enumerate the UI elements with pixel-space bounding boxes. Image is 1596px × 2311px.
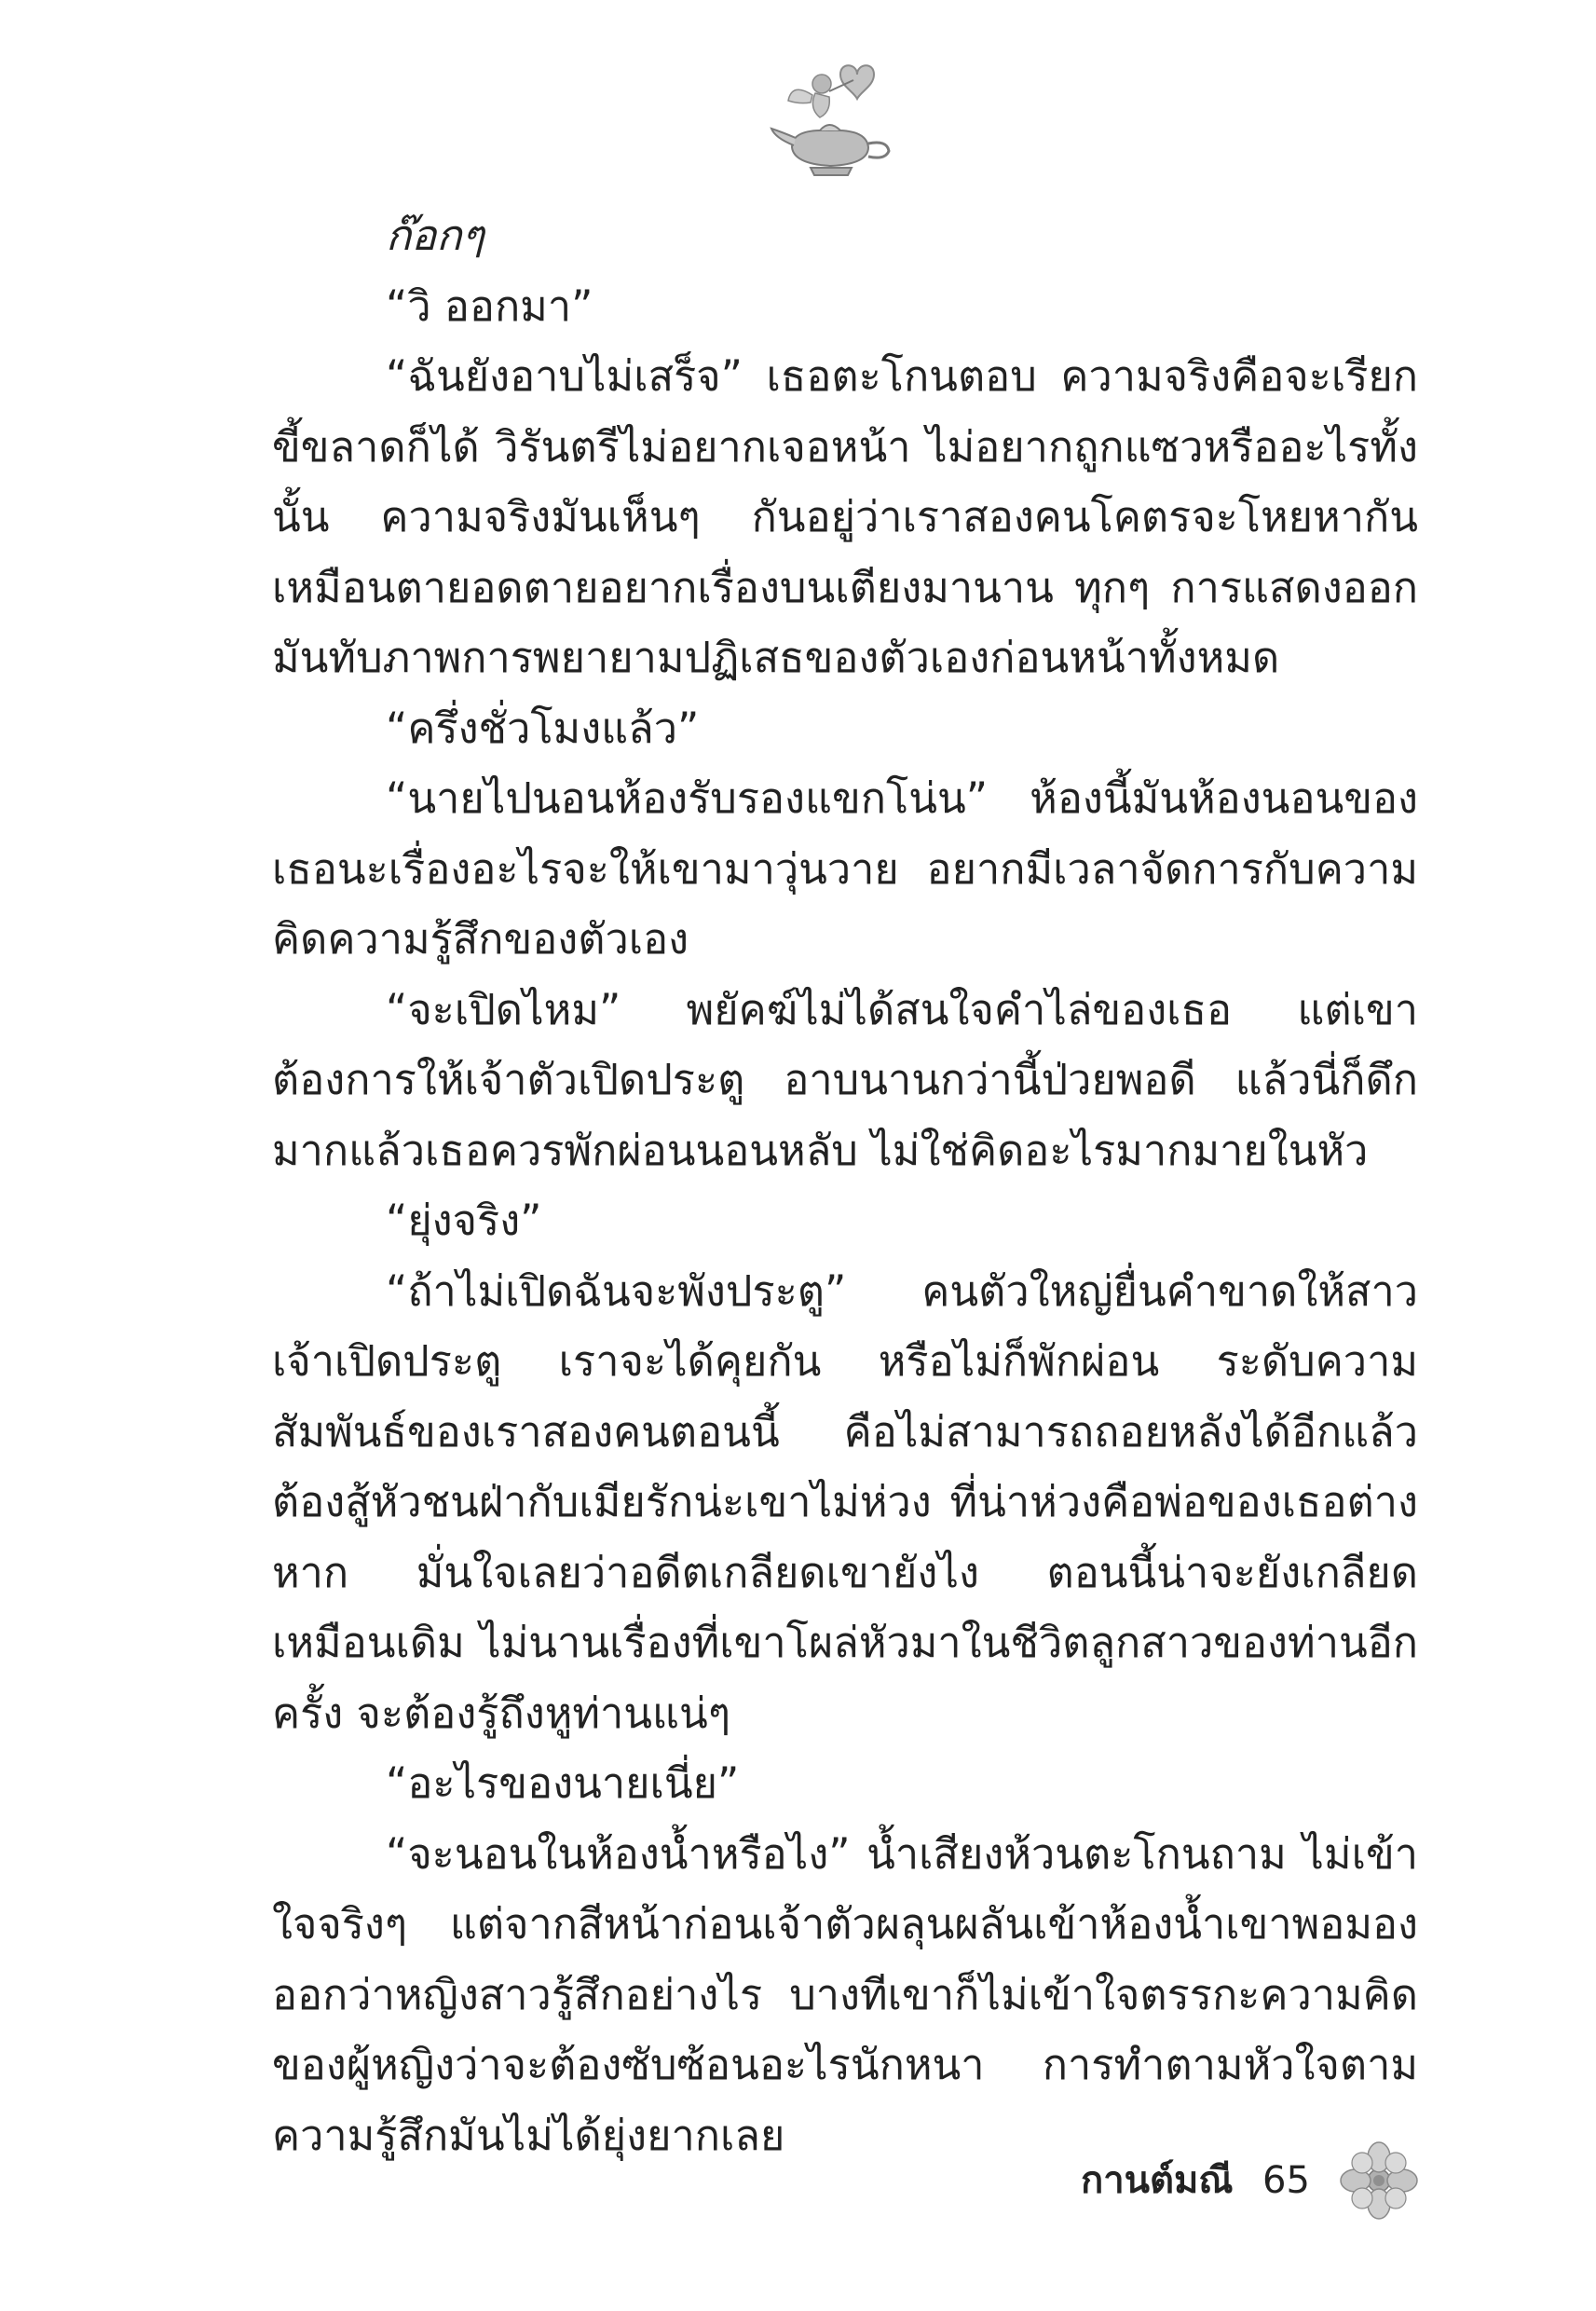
- paragraph-dialogue: “ครึ่งชั่วโมงแล้ว”: [386, 703, 700, 753]
- paragraph: “ฉันยังอาบไม่เสร็จ” เธอตะโกนตอบ ความจริงคือจะเรียกขี้ขลาดก็ได้ วิรันตรีไม่อยากเจอหน้า ไม่อยากถูกแซวหรืออะไรทั้งนั้น ความจริงมันเห็นๆ กันอยู่ว่าเราสองคนโคตรจะโหยหากัน เหมือนตายอดตายอยากเรื่องบนเตียงมานาน ทุกๆ การแสดงออกมันทับภาพการพยายามปฏิเสธของตัวเองก่อนหน้าทั้งหมด: [272, 351, 1418, 682]
- flower-ornament-icon: [1332, 2139, 1425, 2222]
- page-footer: [1081, 2139, 1435, 2222]
- body-text: [272, 200, 1418, 2170]
- paragraph-dialogue: “วิ ออกมา”: [386, 280, 593, 331]
- book-title: กานต์มณี: [1081, 2159, 1234, 2202]
- paragraph-dialogue: “อะไรของนายเนี่ย”: [386, 1758, 740, 1808]
- paragraph: “ถ้าไม่เปิดฉันจะพังประตู” คนตัวใหญ่ยื่นคำขาดให้สาวเจ้าเปิดประตู เราจะได้คุยกัน หรือไม่ก็พักผ่อน ระดับความสัมพันธ์ของเราสองคนตอนนี้ คือไม่สามารถถอยหลังได้อีกแล้ว ต้องสู้หัวชนฝ่ากับเมียรักน่ะเขาไม่ห่วง ที่น่าห่วงคือพ่อของเธอต่างหาก มั่นใจเลยว่าอดีตเกลียดเขายังไง ตอนนี้น่าจะยังเกลียดเหมือนเดิม ไม่นานเรื่องที่เขาโผล่หัวมาในชีวิตลูกสาวของท่านอีกครั้ง จะต้องรู้ถึงหูท่านแน่ๆ: [272, 1265, 1418, 1738]
- paragraph-knock: ก๊อกๆ: [386, 211, 484, 260]
- paragraph: “จะนอนในห้องน้ำหรือไง” น้ำเสียงห้วนตะโกนถาม ไม่เข้าใจจริงๆ แต่จากสีหน้าก่อนเจ้าตัวผลุนผลันเข้าห้องน้ำเขาพอมองออกว่าหญิงสาวรู้สึกอย่างไร บางทีเขาก็ไม่เข้าใจตรรกะความคิดของผู้หญิงว่าจะต้องซับซ้อนอะไรนักหนา การทำตามหัวใจตามความรู้สึกมันไม่ได้ยุ่งยากเลย: [272, 1828, 1418, 2160]
- paragraph: “จะเปิดไหม” พยัคฆ์ไม่ได้สนใจคำไล่ของเธอ แต่เขาต้องการให้เจ้าตัวเปิดประตู อาบนานกว่านี้ป่วยพอดี แล้วนี่ก็ดึกมากแล้วเธอควรพักผ่อนนอนหลับ ไม่ใช่คิดอะไรมากมายในหัว: [272, 984, 1418, 1175]
- paragraph: “นายไปนอนห้องรับรองแขกโน่น” ห้องนี้มันห้องนอนของเธอนะเรื่องอะไรจะให้เขามาวุ่นวาย อยากมีเวลาจัดการกับความคิดความรู้สึกของตัวเอง: [272, 773, 1418, 964]
- cupid-teapot-ornament-icon: [764, 54, 904, 194]
- paragraph-dialogue: “ยุ่งจริง”: [386, 1196, 542, 1245]
- page-number: 65: [1262, 2159, 1310, 2202]
